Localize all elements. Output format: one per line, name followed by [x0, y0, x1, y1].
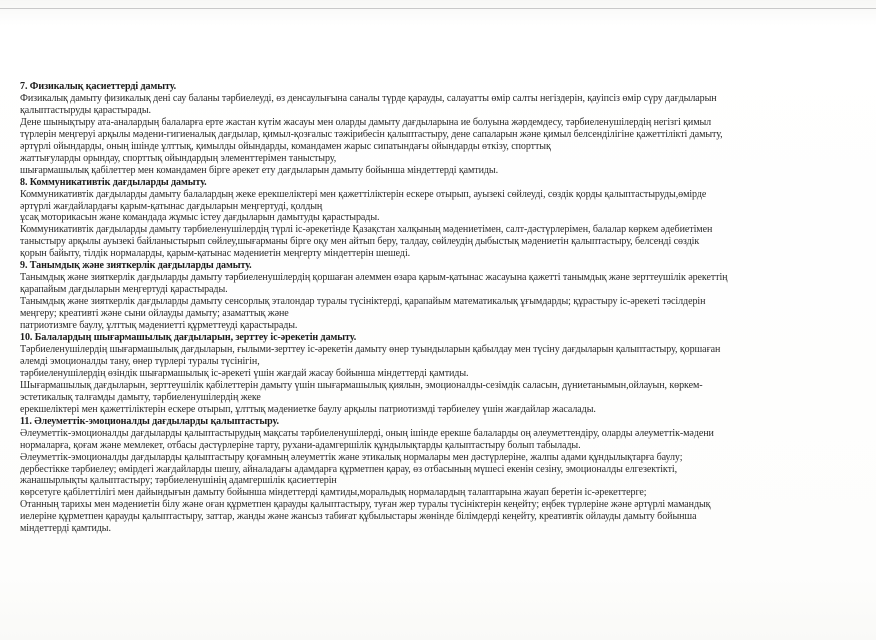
paragraph-line: әртүрлі жағдайлардағы қарым-қатынас дағдыларын меңгертуді, қолдың — [20, 200, 323, 212]
paragraph-line: қарапайым дағдыларын меңгертуді қарастырады. — [20, 284, 228, 296]
paragraph-line: әлемді эмоционалды тану, өнер түрлері туралы түсінігін, — [20, 355, 260, 367]
paragraph-line: жанашырлықты қалыптастыру; тәрбиеленушінің адамгершілік қасиеттерін — [20, 475, 337, 487]
paragraph-line: қорын байыту, тілдік нормаларды, қарым-қатынас мәдениетін меңгерту міндеттерін шешеді. — [20, 248, 411, 260]
section-heading: 9. Танымдық және зияткерлік дағдыларды дамыту. — [20, 260, 252, 272]
paragraph-line: Дене шынықтыру ата-аналардың балаларға ерте жастан күтім жасауы мен оларды дамыту дағдыларына ие болуына жәрдемдесу, тәрбиеленушілердің негізгі қимыл — [20, 116, 712, 128]
paragraph-line: Физикалық дамыту физикалық дені сау баланы тәрбиелеуді, өз денсаулығына саналы түрде қарауды, салауатты өмір салты негіздерін, қауіпсіз өмір сүру дағдыларын — [20, 92, 717, 104]
document-body — [20, 81, 866, 535]
paragraph-line: меңгеру; креативті және сыни ойлауды дамыту; азаматтық және — [20, 308, 289, 320]
paragraph-line: ерекшеліктері мен қажеттіліктерін ескере отырып, ұлттық мәдениетке баулу арқылы патриотизмді тәрбиелеу үшін жағдайлар жасалады. — [20, 403, 596, 415]
paragraph-line: иелеріне құрметпен қарауды қалыптастыру, заттар, жанды және жансыз табиғат құбылыстары жөнінде білімдерді кеңейту, креативтік ойлауды дамыту бойынша — [20, 511, 697, 523]
paragraph-line: түрлерін меңгеруі арқылы мәдени-гигиеналық дағдылар, қимыл-қозғалыс тәжірибесін қалыптастыру, дене сапаларын және қимыл белсенділігіне қажеттілікті дамыту, — [20, 128, 723, 140]
paragraph-line: Отанның тарихы мен мәдениетін білу және оған құрметпен қарауды қалыптастыру, туған жер туралы түсініктерін кеңейту; еңбек түрлеріне және әртүрлі мамандық — [20, 499, 711, 511]
paragraph-line: Шығармашылық дағдыларын, зерттеушілік қабілеттерін дамыту үшін шығармашылық қиялын, эмоционалды-сезімдік саласын, дүниетанымын,ойлауын, көркем- — [20, 379, 703, 391]
paragraph-line: Әлеуметтік-эмоционалды дағдыларды қалыптастыру қоғамның әлеуметтік және этикалық нормалары мен дәстүрлеріне, жалпы адами құндылықтарға баулу; — [20, 451, 683, 463]
section-heading: 10. Балалардың шығармашылық дағдыларын, зерттеу іс-әрекетін дамыту. — [20, 332, 357, 344]
paragraph-line: шығармашылық қабілеттер мен командамен бірге әрекет ету дағдыларын дамыту бойынша міндеттерді қамтиды. — [20, 164, 499, 176]
paragraph-line: Танымдық және зияткерлік дағдыларды дамыту сенсорлық эталондар туралы түсініктерді, қарапайым математикалық ұғымдарды; құрастыру іс-әрекеті тәсілдерін — [20, 296, 706, 308]
paragraph-line: таныстыру арқылы ауызекі байланыстырып сөйлеу,шығарманы бірге оқу мен айтып беру, талдау, сөйлеудің дыбыстық мәдениетін қалыптастыру, белсенді сөздік — [20, 236, 700, 248]
paragraph-line: әртүрлі ойындарды, оның ішінде ұлттық, қимылды ойындарды, командамен жарыс сипатындағы ойындарды өткізу, спорттық — [20, 140, 551, 152]
paragraph-line: Коммуникативтік дағдыларды дамыту балалардың жеке ерекшеліктері мен қажеттіліктерін ескере отырып, ауызекі сөйлеуді, сөздік қорды қалыптастыруды,өмірде — [20, 188, 707, 200]
paragraph-line: нормаларға, қоғам және мемлекет, отбасы дәстүрлеріне тарту, рухани-адамгершілік құндылықтарды қалыптастыру болып табылады. — [20, 439, 581, 451]
paragraph-line: тәрбиеленушілердің өзіндік шығармашылық іс-әрекеті үшін жағдай жасау бойынша міндеттерді қамтиды. — [20, 367, 469, 379]
paragraph-line: эстетикалық талғамды дамыту, тәрбиеленушілердің жеке — [20, 391, 261, 403]
paragraph-line: патриотизмге баулу, ұлттық мәдениетті құрметтеуді қарастырады. — [20, 320, 298, 332]
paragraph-line: дербестікке тәрбиелеу; өмірдегі жағдайларды шешу, айналадағы адамдарға құрметпен қарау, өз отбасының мүшесі екенін сезіну, эмоционалды елгезектікті, — [20, 463, 678, 475]
section-heading: 8. Коммуникативтік дағдыларды дамыту. — [20, 176, 207, 188]
paragraph-line: қалыптастыруды қарастырады. — [20, 104, 151, 116]
section-heading: 11. Әлеуметтік-эмоционалды дағдыларды қалыптастыру. — [20, 415, 279, 427]
paragraph-line: ұсақ моторикасын және командада жұмыс істеу дағдыларын дамытуды қарастырады. — [20, 212, 380, 224]
paragraph-line: міндеттерді қамтиды. — [20, 523, 111, 535]
paragraph-line: Тәрбиеленушілердің шығармашылық дағдыларын, ғылыми-зерттеу іс-әрекетін дамыту өнер туындыларын қабылдау мен түсіну дағдыларын қалыптастыру, қоршаған — [20, 343, 721, 355]
section-heading: 7. Физикалық қасиеттерді дамыту. — [20, 81, 177, 92]
paragraph-line: Танымдық және зияткерлік дағдыларды дамыту тәрбиеленушілердің қоршаған әлеммен өзара қарым-қатынас жасауына қажетті танымдық және зерттеушілік әрекеттің — [20, 272, 728, 284]
paragraph-line: Әлеуметтік-эмоционалды дағдыларды қалыптастырудың мақсаты тәрбиеленушілерді, оның ішінде ерекше балаларды оң әлеуметтендіру, оларды әлеуметтік-мәдени — [20, 427, 714, 439]
paragraph-line: жаттығуларды орындау, спорттық ойындардың элементтерімен таныстыру, — [20, 152, 337, 164]
paragraph-line: көрсетуге қабілеттілігі мен дайындығын дамыту бойынша міндеттерді қамтиды,моральдық нормалардың талаптарына жауап беретін іс-әрекеттерге; — [20, 487, 647, 499]
top-border-line — [0, 8, 876, 9]
paragraph-line: Коммуникативтік дағдыларды дамыту тәрбиеленушілердің түрлі іс-әрекетінде Қазақстан халқының мәдениетімен, салт-дәстүрлерімен, балалар көркем әдебиетімен — [20, 224, 713, 236]
